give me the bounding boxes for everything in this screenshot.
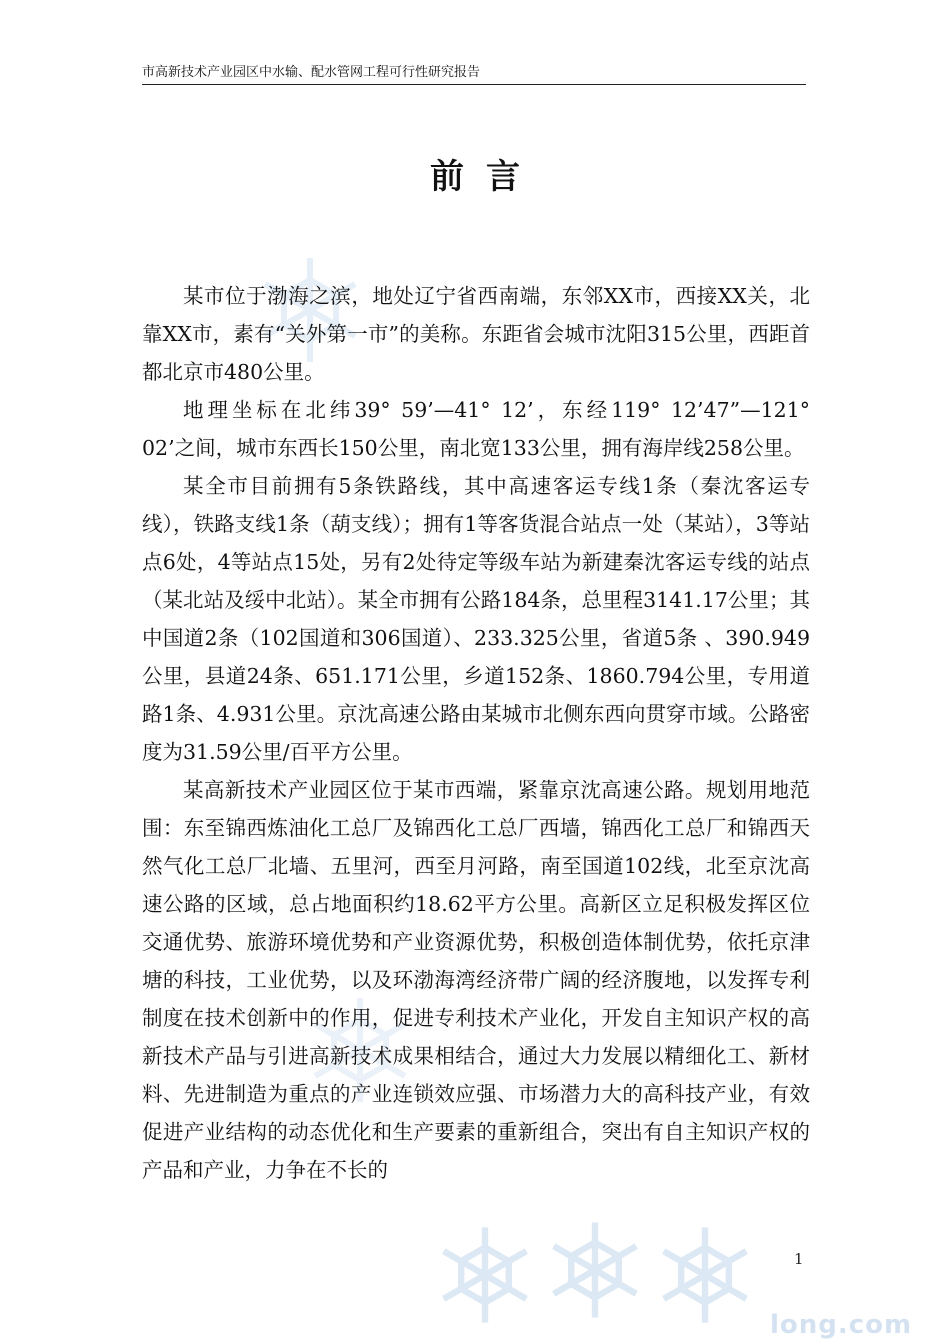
page-number: 1 bbox=[794, 1250, 804, 1268]
paragraph: 地理坐标在北纬39° 59’—41° 12’，东经119° 12’47”—121° 02’之间，城市东西长150公里，南北宽133公里，拥有海岸线258公里。 bbox=[142, 398, 810, 460]
body-text bbox=[142, 277, 810, 1189]
paragraph: 某高新技术产业园区位于某市西端，紧靠京沈高速公路。规划用地范围：东至锦西炼油化工总厂及锦西化工总厂西墙，锦西化工总厂和锦西天然气化工总厂北墙、五里河，西至月河路，南至国道102线，北至京沈高速公路的区域，总占地面积约18.62平方公里。高新区立足积极发挥区位交通优势、旅游环境优势和产业资源优势，积极创造体制优势，依托京津塘的科技，工业优势，以及环渤海湾经济带广阔的经济腹地，以发挥专利制度在技术创新中的作用，促进专利技术产业化，开发自主知识产权的高新技术产品与引进高新技术成果相结合，通过大力发展以精细化工、新材料、先进制造为重点的产业连锁效应强、市场潜力大的高科技产业，有效促进产业结构的动态优化和生产要素的重新组合，突出有自主知识产权的产品和产业，力争在不长的 bbox=[142, 778, 810, 1182]
paragraph: 某全市目前拥有5条铁路线，其中高速客运专线1条（秦沈客运专线），铁路支线1条（葫支线）；拥有1等客货混合站点一处（某站），3等站点6处，4等站点15处，另有2处待定等级车站为新建秦沈客运专线的站点（某北站及绥中北站）。某全市拥有公路184条，总里程3141.17公里；其中国道2条（102国道和306国道）、233.325公里，省道5条 、390.949公里，县道24条、651.171公里，乡道152条、1860.794公里，专用道路1条、4.931公里。京沈高速公路由某城市北侧东西向贯穿市域。公路密度为31.59公里/百平方公里。 bbox=[142, 474, 810, 764]
watermark-text: long.com bbox=[770, 1310, 913, 1340]
watermark-snowflake-icon bbox=[430, 1220, 540, 1330]
watermark-snowflake-icon bbox=[650, 1220, 760, 1330]
watermark-snowflake-icon bbox=[540, 1215, 650, 1325]
page-title: 前言 bbox=[430, 157, 542, 197]
paragraph: 某市位于渤海之滨，地处辽宁省西南端，东邻XX市，西接XX关，北靠XX市，素有“关外第一市”的美称。东距省会城市沈阳315公里，西距首都北京市480公里。 bbox=[142, 284, 810, 384]
running-header: 市高新技术产业园区中水输、配水管网工程可行性研究报告 bbox=[142, 64, 806, 85]
